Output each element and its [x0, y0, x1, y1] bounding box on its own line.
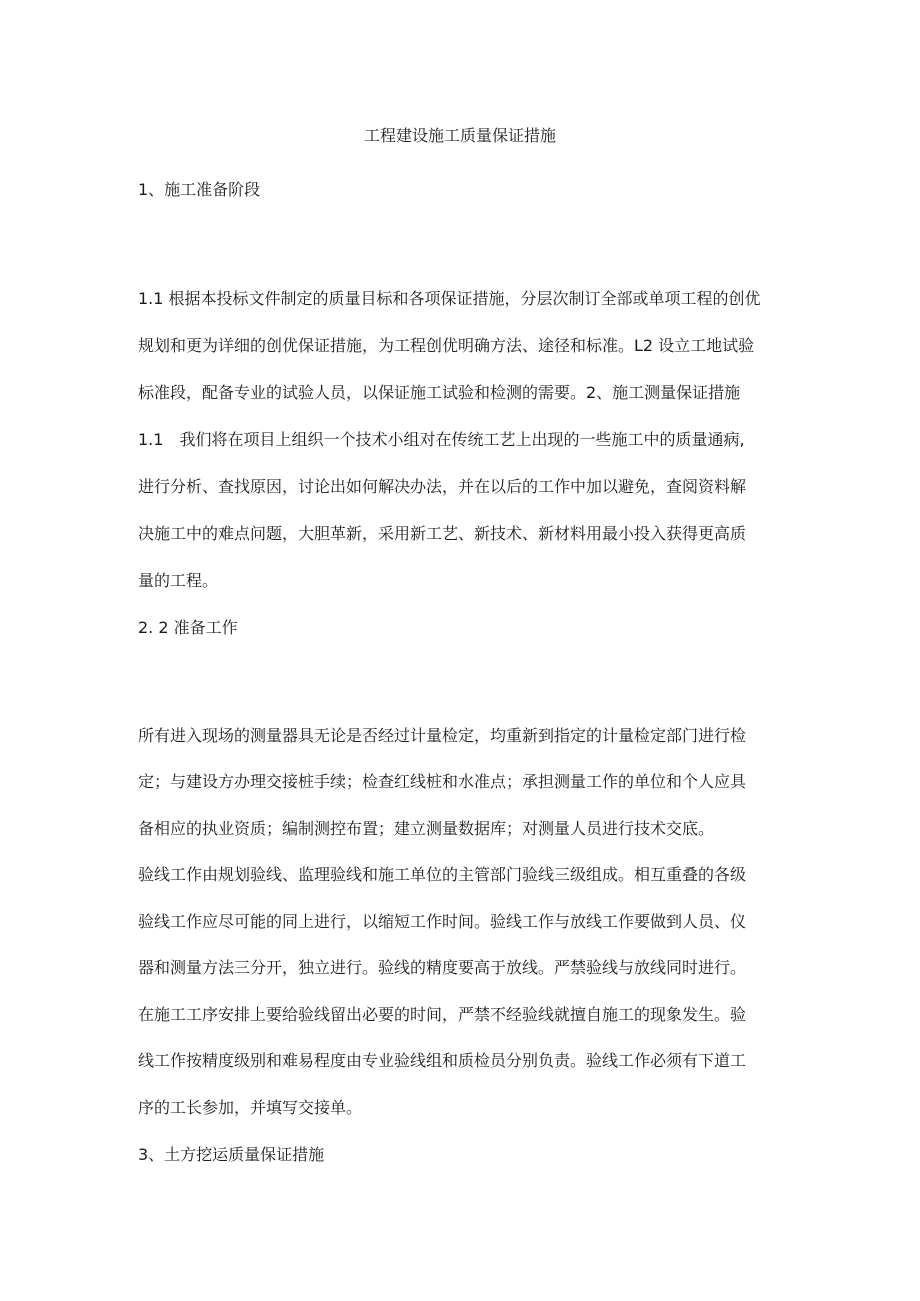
paragraph-line: 所有进入现场的测量器具无论是否经过计量检定，均重新到指定的计量检定部门进行检: [138, 726, 747, 745]
paragraph-line: 量的工程。: [138, 571, 219, 590]
paragraph-line: 决施工中的难点问题，大胆革新，采用新工艺、新技术、新材料用最小投入获得更高质: [138, 524, 747, 543]
document-title: 工程建设施工质量保证措施: [363, 126, 556, 145]
paragraph-line: 在施工工序安排上要给验线留出必要的时间，严禁不经验线就擅自施工的现象发生。验: [138, 1005, 747, 1024]
paragraph-line: 验线工作应尽可能的同上进行，以缩短工作时间。验线工作与放线工作要做到人员、仪: [138, 912, 747, 931]
paragraph-line: 定；与建设方办理交接桩手续；检查红线桩和水准点；承担测量工作的单位和个人应具: [138, 772, 747, 791]
paragraph-line: 验线工作由规划验线、监理验线和施工单位的主管部门验线三级组成。相互重叠的各级: [138, 865, 747, 884]
paragraph-line: 序的工长参加，并填写交接单。: [138, 1098, 363, 1117]
paragraph-line: 1.1 根据本投标文件制定的质量目标和各项保证措施，分层次制订全部或单项工程的创优: [138, 289, 761, 308]
paragraph-line: 规划和更为详细的创优保证措施，为工程创优明确方法、途径和标准。L2 设立工地试验: [138, 336, 755, 355]
section-heading-3: 3、土方挖运质量保证措施: [138, 1145, 325, 1164]
section-heading-2-2: 2. 2 准备工作: [138, 618, 238, 637]
paragraph-line: 备相应的执业资质；编制测控布置；建立测量数据库；对测量人员进行技术交底。: [138, 819, 715, 838]
paragraph-line: 1.1 我们将在项目上组织一个技术小组对在传统工艺上出现的一些施工中的质量通病,: [138, 430, 745, 449]
paragraph-line: 线工作按精度级别和难易程度由专业验线组和质检员分别负责。验线工作必须有下道工: [138, 1051, 747, 1070]
paragraph-line: 器和测量方法三分开，独立进行。验线的精度要高于放线。严禁验线与放线同时进行。: [138, 958, 747, 977]
paragraph-line: 标准段，配备专业的试验人员，以保证施工试验和检测的需要。2、施工测量保证措施: [138, 383, 741, 402]
paragraph-line: 进行分析、查找原因，讨论出如何解决办法，并在以后的工作中加以避免，查阅资料解: [138, 477, 747, 496]
section-heading-1: 1、施工准备阶段: [138, 180, 261, 199]
